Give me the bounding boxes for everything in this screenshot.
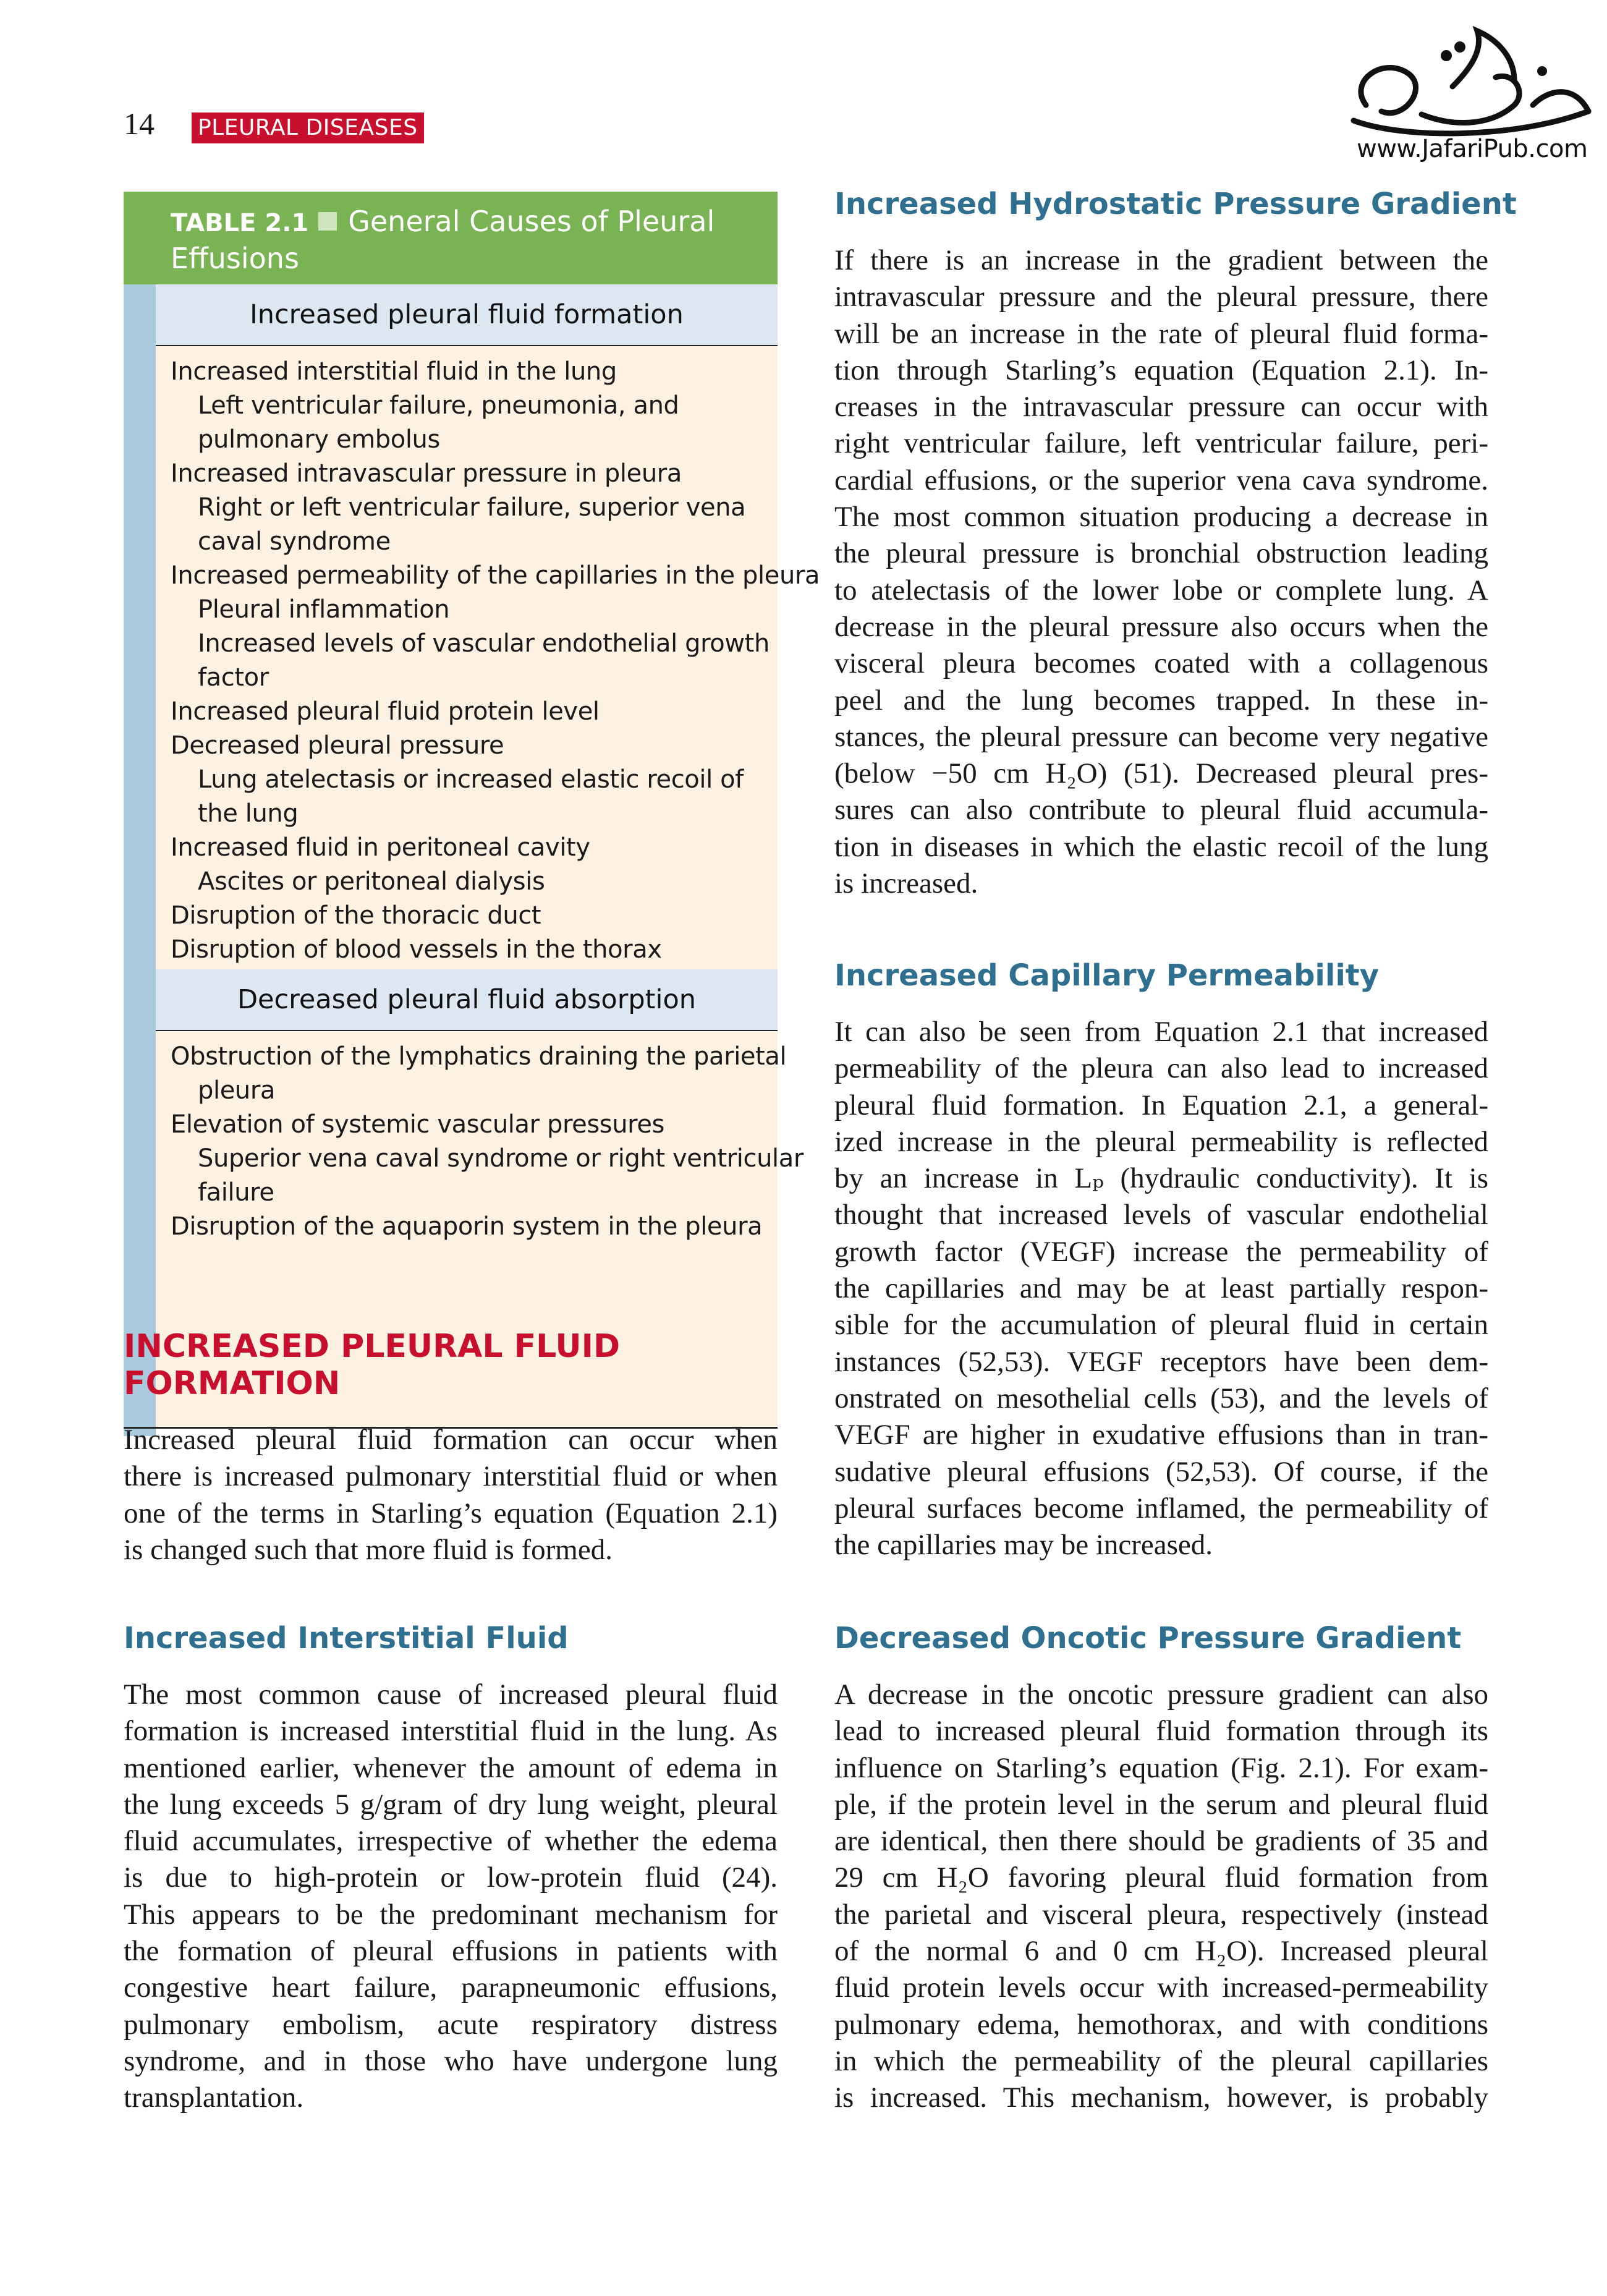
text-line: are identical, then there should be gradients of 35 and <box>834 1825 1488 1858</box>
table-title <box>124 192 778 284</box>
text-line: intravascular pressure and the pleural pressure, there <box>834 281 1488 313</box>
text-line: cardial effusions, or the superior vena cava syndrome. <box>834 464 1488 496</box>
text-line: syndrome, and in those who have undergone lung <box>124 2044 778 2077</box>
body-paragraph <box>834 1677 1488 2117</box>
text-line: pleural surfaces become inflamed, the permeability of <box>834 1492 1488 1524</box>
table-row: Disruption of the thoracic duct <box>171 901 541 930</box>
table-row: pleura <box>198 1076 276 1105</box>
text-line: This appears to be the predominant mechanism for <box>124 1898 778 1931</box>
text-line: by an increase in Lₚ (hydraulic conductivity). It is <box>834 1162 1488 1195</box>
running-head: PLEURAL DISEASES <box>192 113 424 143</box>
text-line: onstrated on mesothelial cells (53), and the levels of <box>834 1382 1488 1414</box>
text-line: VEGF are higher in exudative effusions than in tran- <box>834 1419 1488 1452</box>
body-paragraph <box>834 1014 1488 1563</box>
square-bullet-icon <box>318 212 337 231</box>
text-line: fluid protein levels occur with increased-permeability <box>834 1971 1488 2004</box>
table-label: TABLE 2.1 <box>171 209 309 237</box>
table-row: failure <box>198 1178 274 1207</box>
subsection-heading: Increased Capillary Permeability <box>834 958 1380 993</box>
table-row: Increased fluid in peritoneal cavity <box>171 833 590 862</box>
table-row: Decreased pleural pressure <box>171 731 504 760</box>
logo-url: www.JafariPub.com <box>1357 135 1588 163</box>
text-line: right ventricular failure, left ventricular failure, peri- <box>834 427 1488 460</box>
text-line: sible for the accumulation of pleural fluid in certain <box>834 1309 1488 1341</box>
section-heading-line: INCREASED PLEURAL FLUID <box>124 1328 621 1365</box>
subsection-heading: Increased Interstitial Fluid <box>124 1621 569 1656</box>
text-line: congestive heart failure, parapneumonic effusions, <box>124 1971 778 2004</box>
table-section-heading: Decreased pleural fluid absorption <box>156 969 778 1031</box>
table-row: pulmonary embolus <box>198 425 440 454</box>
text-line: is increased. This mechanism, however, is probably <box>834 2081 1488 2114</box>
text-line: It can also be seen from Equation 2.1 that increased <box>834 1016 1488 1048</box>
text-line: the capillaries and may be at least partially respon- <box>834 1272 1488 1305</box>
text-line: thought that increased levels of vascular endothelial <box>834 1199 1488 1231</box>
text-line: ized increase in the pleural permeability is reflected <box>834 1125 1488 1158</box>
table-row: Disruption of the aquaporin system in the pleura <box>171 1212 763 1241</box>
text-line: in which the permeability of the pleural capillaries <box>834 2044 1488 2077</box>
table-row: Increased intravascular pressure in pleura <box>171 459 682 488</box>
text-line: sudative pleural effusions (52,53). Of course, if the <box>834 1455 1488 1488</box>
causes-table <box>124 192 820 1243</box>
table-row: Left ventricular failure, pneumonia, and <box>198 391 679 420</box>
text-line: 29 cm H₂O favoring pleural fluid formation from <box>834 1861 1488 1894</box>
text-line: A decrease in the oncotic pressure gradient can also <box>834 1678 1488 1711</box>
text-line: there is increased pulmonary interstitial fluid or when <box>124 1460 778 1493</box>
subsection-heading: Decreased Oncotic Pressure Gradient <box>834 1621 1462 1656</box>
text-line: the pleural pressure is bronchial obstruction leading <box>834 537 1488 570</box>
table-row: Superior vena caval syndrome or right ventricular <box>198 1144 804 1173</box>
text-line: influence on Starling’s equation (Fig. 2.1). For exam- <box>834 1751 1488 1784</box>
section-heading-line: FORMATION <box>124 1365 341 1402</box>
text-line: instances (52,53). VEGF receptors have been dem- <box>834 1345 1488 1378</box>
page-number: 14 <box>124 106 155 141</box>
text-line: pleural fluid formation. In Equation 2.1, a general- <box>834 1089 1488 1121</box>
table-row: Lung atelectasis or increased elastic recoil of <box>198 765 744 794</box>
text-line: sures can also contribute to pleural fluid accumula- <box>834 794 1488 827</box>
text-line: pulmonary embolism, acute respiratory distress <box>124 2008 778 2041</box>
text-line: ple, if the protein level in the serum and pleural fluid <box>834 1788 1488 1821</box>
text-line: tion in diseases in which the elastic recoil of the lung <box>834 830 1488 863</box>
table-row: Pleural inflammation <box>198 595 450 624</box>
text-line: (below −50 cm H₂O) (51). Decreased pleural pres- <box>834 757 1488 790</box>
text-line: lead to increased pleural fluid formation through its <box>834 1715 1488 1748</box>
text-line: If there is an increase in the gradient between the <box>834 244 1488 276</box>
table-row: Obstruction of the lymphatics draining the parietal <box>171 1042 787 1071</box>
table-row: Increased interstitial fluid in the lung <box>171 357 617 386</box>
body-paragraph <box>124 1677 778 2117</box>
text-line: pulmonary edema, hemothorax, and with conditions <box>834 2008 1488 2041</box>
table-row: Disruption of blood vessels in the thorax <box>171 935 662 964</box>
table-row: caval syndrome <box>198 527 391 556</box>
text-line: creases in the intravascular pressure can occur with <box>834 391 1488 423</box>
text-line: the formation of pleural effusions in patients with <box>124 1935 778 1968</box>
text-line: fluid accumulates, irrespective of whether the edema <box>124 1825 778 1858</box>
text-line: The most common situation producing a decrease in <box>834 501 1488 534</box>
table-side-stripe <box>124 284 156 1436</box>
text-line: peel and the lung becomes trapped. In these in- <box>834 684 1488 716</box>
table-section-heading: Increased pleural fluid formation <box>156 284 778 346</box>
text-line: the capillaries may be increased. <box>834 1529 1213 1562</box>
table-section-body <box>156 346 820 969</box>
text-line: is changed such that more fluid is formed. <box>124 1533 613 1566</box>
text-line: the lung exceeds 5 g/gram of dry lung weight, pleural <box>124 1788 778 1821</box>
text-line: tion through Starling’s equation (Equation 2.1). In- <box>834 354 1488 386</box>
text-line: The most common cause of increased pleural fluid <box>124 1678 778 1711</box>
text-line: will be an increase in the rate of pleural fluid forma- <box>834 317 1488 350</box>
text-line: is due to high-protein or low-protein fluid (24). <box>124 1861 778 1894</box>
text-line: is increased. <box>834 867 978 900</box>
text-line: one of the terms in Starling’s equation (Equation 2.1) <box>124 1497 778 1529</box>
table-row: Ascites or peritoneal dialysis <box>198 867 545 896</box>
text-line: growth factor (VEGF) increase the permeability of <box>834 1235 1488 1268</box>
table-title-text: General Causes of Pleural <box>348 205 715 238</box>
text-line: permeability of the pleura can also lead to increased <box>834 1052 1488 1085</box>
text-line: visceral pleura becomes coated with a collagenous <box>834 647 1488 680</box>
subsection-heading: Increased Hydrostatic Pressure Gradient <box>834 187 1517 221</box>
text-line: of the normal 6 and 0 cm H₂O). Increased pleural <box>834 1935 1488 1968</box>
table-row: Increased levels of vascular endothelial growth <box>198 629 770 658</box>
text-line: to atelectasis of the lower lobe or complete lung. A <box>834 574 1488 606</box>
intro-paragraph <box>124 1422 778 1568</box>
text-line: formation is increased interstitial fluid in the lung. As <box>124 1715 778 1748</box>
table-row: Increased permeability of the capillaries in the pleura <box>171 561 820 590</box>
text-line: stances, the pleural pressure can become very negative <box>834 720 1488 753</box>
text-line: decrease in the pleural pressure also occurs when the <box>834 610 1488 643</box>
text-line: mentioned earlier, whenever the amount of edema in <box>124 1751 778 1784</box>
table-row: the lung <box>198 799 299 828</box>
text-line: the parietal and visceral pleura, respectively (instead <box>834 1898 1488 1931</box>
body-paragraph <box>834 242 1488 902</box>
text-line: transplantation. <box>124 2081 304 2114</box>
section-heading <box>124 1328 620 1402</box>
table-row: Increased pleural fluid protein level <box>171 697 600 726</box>
text-line: Increased pleural fluid formation can occur when <box>124 1424 778 1456</box>
table-row: Elevation of systemic vascular pressures <box>171 1110 664 1139</box>
table-row: factor <box>198 663 269 692</box>
table-row: Right or left ventricular failure, superior vena <box>198 493 746 522</box>
table-title-text-line2: Effusions <box>171 242 299 275</box>
